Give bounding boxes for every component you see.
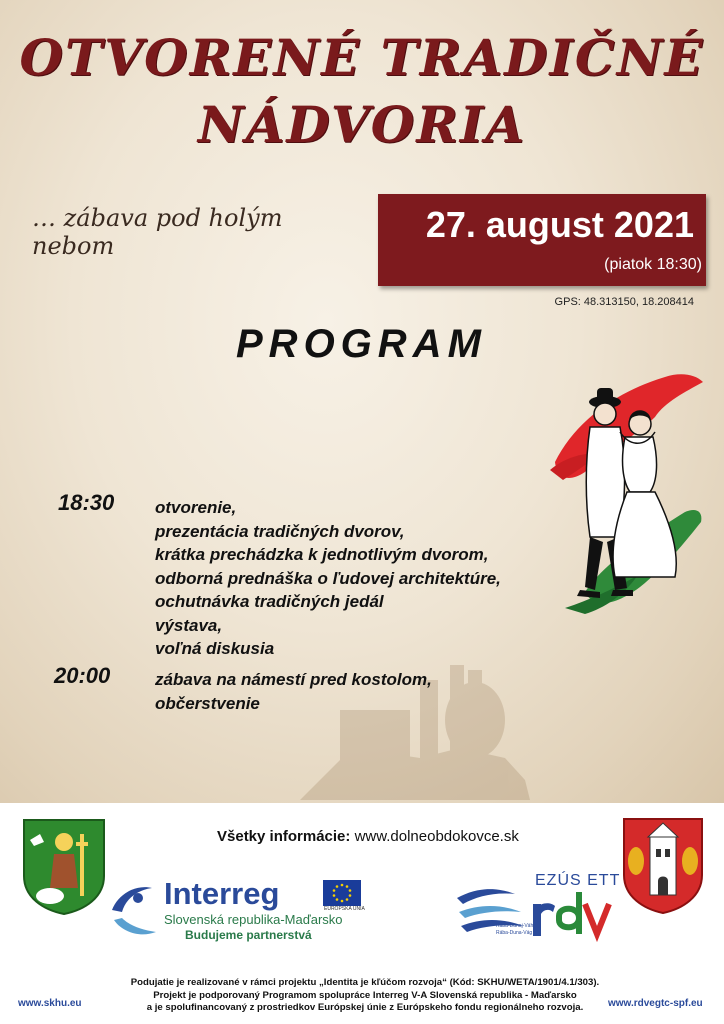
program-item: občerstvenie	[155, 693, 260, 713]
program-time: 18:30	[58, 490, 115, 515]
tower-coat-of-arms-icon	[620, 815, 706, 915]
site-link-rdvegtc[interactable]: www.rdvegtc-spf.eu	[608, 998, 703, 1009]
program-item: ochutnávka tradičných jedál	[155, 592, 384, 611]
date-box	[378, 194, 706, 286]
eu-label: EURÓPSKA ÚNIA	[324, 906, 365, 912]
event-date: 27. august 2021	[425, 204, 694, 245]
program-item: prezentácia tradičných dvorov,	[155, 521, 405, 541]
program-item: otvorenie,	[155, 498, 237, 517]
rdv-word: EZÚS ETT	[535, 872, 621, 889]
program-item: výstava,	[155, 615, 223, 635]
program-item: odborná prednáška o ľudovej architektúre,	[155, 568, 501, 588]
village-coat-of-arms-icon	[20, 816, 108, 916]
program-items-list	[155, 668, 432, 715]
site-link-skhu[interactable]: www.skhu.eu	[18, 998, 82, 1009]
rdv-subtitle-sk: Rába-Dunaj-Váh	[496, 923, 534, 929]
eu-flag-icon	[323, 880, 361, 906]
program-heading: PROGRAM	[236, 322, 487, 366]
info-url[interactable]: www.dolneobdokovce.sk	[354, 828, 519, 845]
rdv-subtitle-hu: Rába-Duna-Vág	[496, 930, 533, 936]
title-line-2: NÁDVORIA	[197, 95, 527, 154]
interreg-slogan: Budujeme partnerstvá	[185, 928, 312, 942]
tagline: … zábava pod holým nebom	[32, 204, 283, 260]
info-label: Všetky informácie:	[217, 828, 351, 845]
project-line: Podujatie je realizované v rámci projektu „Identita je kľúčom rozvoja“ (Kód: SKHU/WETA/1901/4.1/303).	[130, 977, 600, 988]
title-line-1: OTVORENÉ TRADIČNÉ	[19, 28, 705, 87]
project-line: a je spolufinancovaný z prostriedkov Európskej únie z Európskeho fondu regionálneho rozvoja.	[146, 1002, 584, 1013]
gps-coordinates: GPS: 48.313150, 18.208414	[554, 296, 694, 308]
info-line	[217, 828, 519, 845]
program-item: krátka prechádzka k jednotlivým dvorom,	[155, 545, 489, 564]
ruins-illustration	[300, 640, 530, 800]
project-line: Projekt je podporovaný Programom spolupráce Interreg V-A Slovenská republika - Maďarsko	[153, 989, 577, 1001]
program-item: voľná diskusia	[155, 639, 275, 658]
interreg-region: Slovenská republika-Maďarsko	[164, 912, 343, 927]
program-item: zábava na námestí pred kostolom,	[155, 670, 432, 689]
interreg-word: Interreg	[164, 876, 280, 911]
folk-dancers-illustration	[545, 362, 705, 624]
project-statement	[130, 977, 600, 1015]
event-day-time: (piatok 18:30)	[604, 256, 702, 273]
program-time: 20:00	[54, 663, 111, 688]
program-items-list	[155, 496, 501, 661]
